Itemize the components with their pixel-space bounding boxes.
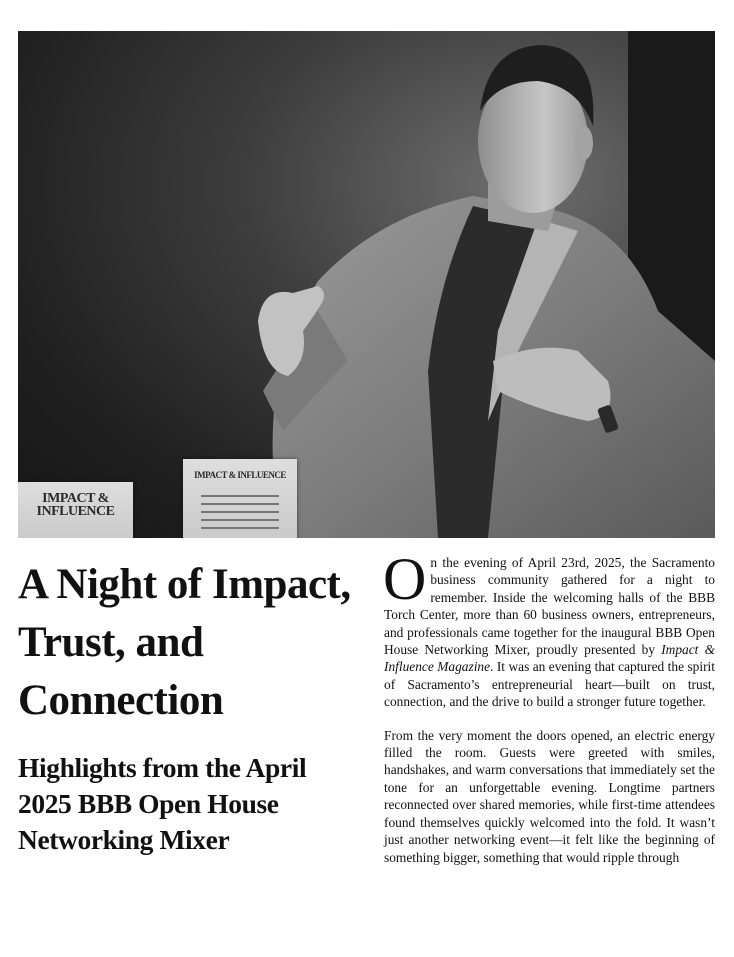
magazine-name: Impact & Influence Magazine [384,642,716,675]
hero-photo [18,31,715,538]
magazine-title: IMPACT & INFLUENCE [36,491,115,520]
article-body [383,546,716,882]
magazine-title: IMPACT & INFLUENCE [194,470,286,480]
article-headline: A Night of Impact, Trust, and Connection [18,561,351,724]
paragraph-1-text-end: . It was an evening that captured the spirit of Sacramento’s entrepreneurial heart—built on trust, connection, and the drive to build a stronger future together. [384,659,715,710]
paragraph-1-text: n the evening of April 23rd, 2025, the Sacramento business community gathered for a night to remember. Inside the welcoming halls of the BBB Torch Center, more than 60 business owners, entrepreneurs, and professionals came together for the inaugural BBB Open House Networking Mixer, proudly presented by [384,555,715,658]
drop-cap: O [383,546,427,612]
magazine-cover-left [18,482,133,538]
magazine-cover-right [183,459,297,538]
paragraph-2: From the very moment the doors opened, an electric energy filled the room. Guests were greeted with smiles, handshakes, and warm conversations that immediately set the tone for an unforgettable evening. Longtime partners reconnected over shared memories, while first-time attendees found themselves quickly welcomed into the fold. It wasn’t just another networking event—it felt like the beginning of something bigger, something that would ripple through [384,727,715,865]
magazine-text-lines [201,495,279,535]
article-subheadline: Highlights from the April 2025 BBB Open House Networking Mixer [18,752,307,855]
paragraph-1 [383,546,716,711]
speaker-figure [18,31,715,538]
